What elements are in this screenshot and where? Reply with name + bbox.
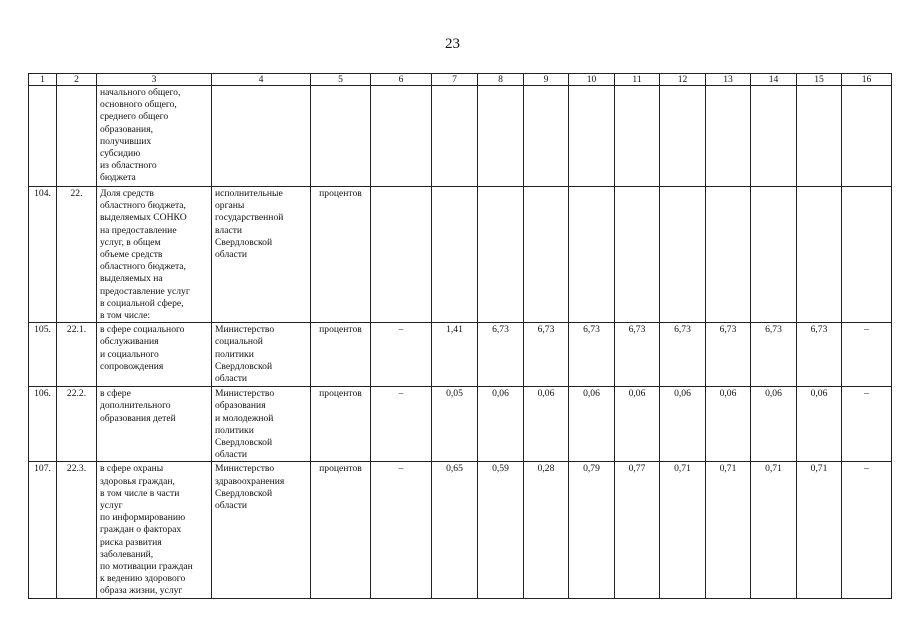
table-cell-col-13 [706,86,751,187]
table-cell-col-14: 6,73 [751,323,797,387]
table-cell-col-1: 106. [29,387,57,462]
table-cell-col-4: Министерство социальной политики Свердловской области [212,323,311,387]
table-cell-col-2: 22.3. [57,462,97,598]
table-cell-col-15 [797,86,842,187]
table-cell-col-1: 104. [29,187,57,323]
table-cell-col-11 [615,187,660,323]
table-cell-col-3: Доля средств областного бюджета, выделяемых СОНКО на предоставление услуг, в общем объеме средств областного бюджета, выделяемых на предоставление услуг в социальной сфере, в том числе: [97,187,212,323]
table-cell-col-3: в сфере охраны здоровья граждан, в том числе в части услуг по информированию граждан о факторах риска развития заболеваний, по мотивации граждан к ведению здорового образа жизни, услуг [97,462,212,598]
column-header-16: 16 [842,74,892,86]
table-cell-col-6: – [371,323,432,387]
table-cell-col-1: 107. [29,462,57,598]
table-cell-col-16: – [842,323,892,387]
indicator-table [28,73,892,599]
table-cell-col-13: 0,06 [706,387,751,462]
table-cell-col-9 [524,86,569,187]
table-cell-col-8: 0,59 [478,462,524,598]
page-number: 23 [445,36,460,52]
table-cell-col-8: 6,73 [478,323,524,387]
table-cell-col-10 [569,86,615,187]
table-cell-col-8: 0,06 [478,387,524,462]
table-cell-col-7: 0,65 [432,462,478,598]
table-cell-col-2: 22. [57,187,97,323]
table-cell-col-4: Министерство здравоохранения Свердловской области [212,462,311,598]
table-cell-col-5: процентов [311,187,371,323]
table-cell-col-10: 6,73 [569,323,615,387]
table-cell-col-11: 0,06 [615,387,660,462]
table-cell-col-6: – [371,462,432,598]
table-cell-col-1: 105. [29,323,57,387]
table-cell-col-12: 0,71 [660,462,706,598]
table-row [29,323,892,387]
table-cell-col-8 [478,86,524,187]
table-cell-col-6: – [371,387,432,462]
table-cell-col-7 [432,86,478,187]
column-header-10: 10 [569,74,615,86]
table-cell-col-16 [842,187,892,323]
table-cell-col-11 [615,86,660,187]
table-cell-col-2: 22.1. [57,323,97,387]
table-cell-col-9 [524,187,569,323]
table-cell-col-12 [660,86,706,187]
column-header-8: 8 [478,74,524,86]
table-cell-col-14: 0,06 [751,387,797,462]
table-cell-col-10: 0,06 [569,387,615,462]
table-cell-col-10 [569,187,615,323]
table-cell-col-7: 0,05 [432,387,478,462]
table-cell-col-7 [432,187,478,323]
table-cell-col-14: 0,71 [751,462,797,598]
table-cell-col-15: 6,73 [797,323,842,387]
column-header-9: 9 [524,74,569,86]
column-header-1: 1 [29,74,57,86]
table-cell-col-14 [751,86,797,187]
table-cell-col-14 [751,187,797,323]
table-cell-col-13: 6,73 [706,323,751,387]
column-header-5: 5 [311,74,371,86]
table-cell-col-12: 0,06 [660,387,706,462]
table-row [29,462,892,598]
table-cell-col-13: 0,71 [706,462,751,598]
table-cell-col-16 [842,86,892,187]
table-cell-col-15: 0,71 [797,462,842,598]
table-cell-col-10: 0,79 [569,462,615,598]
table-cell-col-12 [660,187,706,323]
column-header-6: 6 [371,74,432,86]
table-cell-col-9: 6,73 [524,323,569,387]
table-cell-col-8 [478,187,524,323]
column-header-3: 3 [97,74,212,86]
table-cell-col-16: – [842,387,892,462]
table-row [29,387,892,462]
table-cell-col-9: 0,06 [524,387,569,462]
column-header-15: 15 [797,74,842,86]
column-header-4: 4 [212,74,311,86]
table-row [29,187,892,323]
table-cell-col-5: процентов [311,462,371,598]
table-cell-col-4: Министерство образования и молодежной политики Свердловской области [212,387,311,462]
table-cell-col-1 [29,86,57,187]
table-cell-col-11: 0,77 [615,462,660,598]
table-cell-col-6 [371,187,432,323]
table-cell-col-11: 6,73 [615,323,660,387]
table-cell-col-2 [57,86,97,187]
table-cell-col-9: 0,28 [524,462,569,598]
column-header-7: 7 [432,74,478,86]
table-cell-col-6 [371,86,432,187]
table-cell-col-15 [797,187,842,323]
table-cell-col-3: начального общего, основного общего, среднего общего образования, получивших субсидию из областного бюджета [97,86,212,187]
table-cell-col-13 [706,187,751,323]
table-cell-col-12: 6,73 [660,323,706,387]
table-cell-col-2: 22.2. [57,387,97,462]
table-cell-col-16: – [842,462,892,598]
column-header-14: 14 [751,74,797,86]
column-header-11: 11 [615,74,660,86]
table-cell-col-4: исполнительные органы государственной власти Свердловской области [212,187,311,323]
column-header-2: 2 [57,74,97,86]
header-row [29,74,892,86]
table-cell-col-3: в сфере дополнительного образования детей [97,387,212,462]
table-cell-col-3: в сфере социального обслуживания и социального сопровождения [97,323,212,387]
table-cell-col-4 [212,86,311,187]
table-cell-col-5 [311,86,371,187]
column-header-12: 12 [660,74,706,86]
column-header-13: 13 [706,74,751,86]
table-cell-col-5: процентов [311,323,371,387]
table-cell-col-15: 0,06 [797,387,842,462]
table-cell-col-5: процентов [311,387,371,462]
table-row [29,86,892,187]
table-cell-col-7: 1,41 [432,323,478,387]
